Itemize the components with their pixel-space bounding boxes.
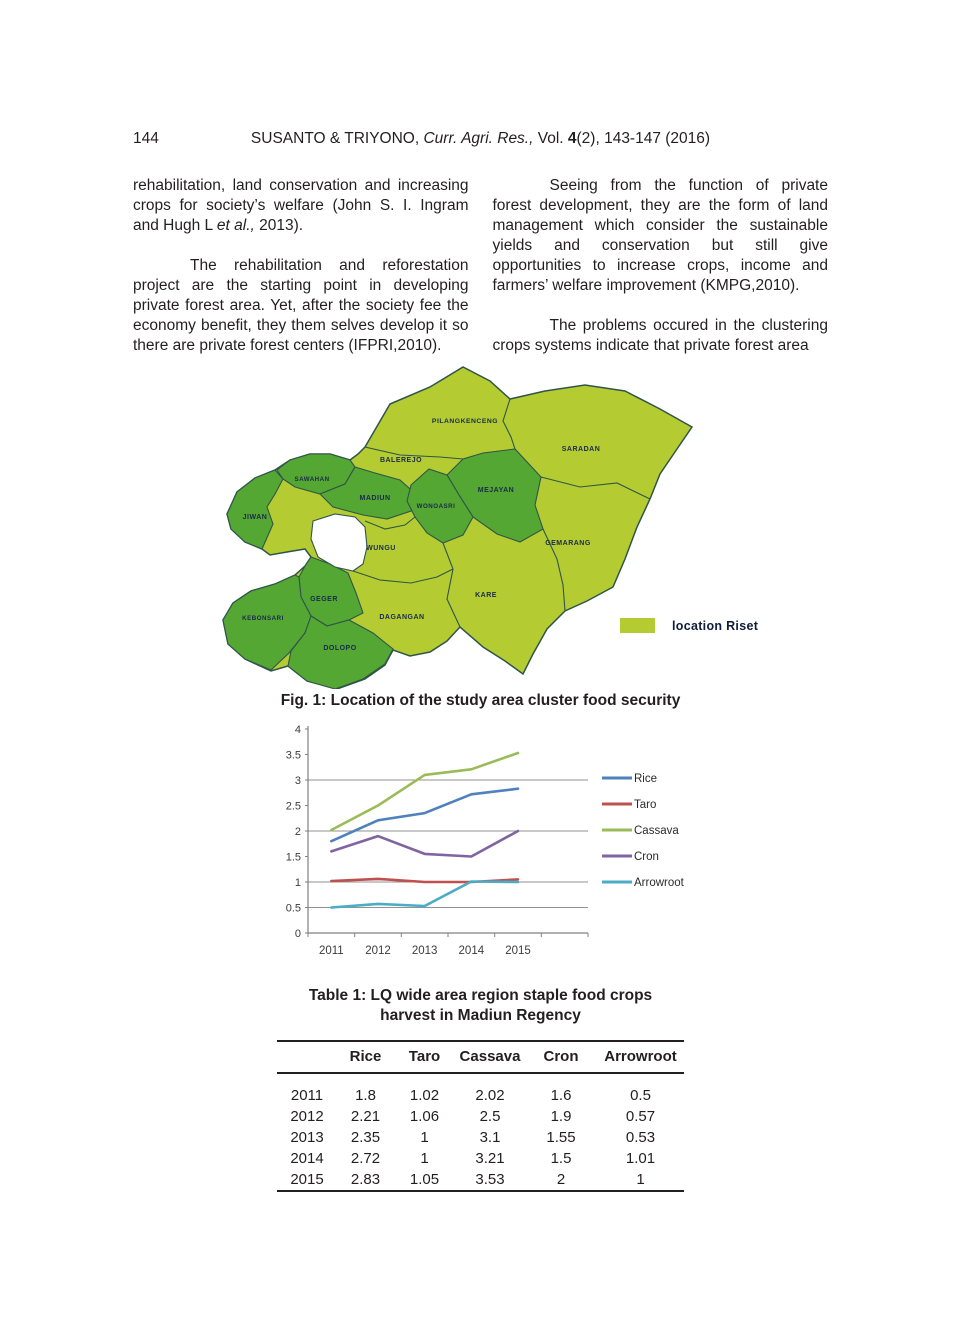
right-column [493,176,829,356]
paragraph: Seeing from the function of private forest development, they are the form of land management which consider the sustainable yields and conservation but still give opportunities to increase crops, income and farmers’ welfare improvement (KMPG,2010). [492,177,828,294]
table-cell: 1.8 [355,1087,376,1104]
legend-entry-cassava: Cassava [634,825,679,837]
district-label-balerejo: BALEREJO [379,457,423,464]
table-cell: 2.72 [350,1150,381,1167]
table-cell: 1 [420,1129,429,1146]
table-cell: 0.57 [625,1108,656,1125]
paragraph [133,176,469,236]
table-cell: 2014 [290,1150,324,1167]
column-header: Cassava [459,1048,521,1065]
y-tick-label: 2.5 [285,800,301,813]
paragraph: The problems occured in the clustering crops systems indicate that private forest area [492,317,828,354]
table-cell: 1.6 [550,1087,572,1104]
table-cell: 2.5 [479,1108,501,1125]
legend-entry-cron: Cron [634,851,659,863]
table-body [277,1073,684,1191]
district-label-gemarang: GEMARANG [545,540,591,547]
district-label-saradan: SARADAN [561,446,601,453]
y-tick-label: 0.5 [285,902,301,915]
table-cell: 2 [556,1171,566,1188]
left-column [133,176,469,356]
citation-vol-prefix: Vol. [533,130,568,147]
table-cell: 3.1 [479,1129,501,1146]
table-cell: 2012 [290,1108,324,1125]
legend-entry-taro: Taro [634,799,657,811]
table-cell: 1 [636,1171,645,1188]
citation-issue-pages: (2), 143-147 (2016) [576,130,711,147]
table-cell: 1 [420,1150,429,1167]
x-tick-label: 2015 [505,945,531,957]
district-label-kare: KARE [475,592,497,599]
column-header: Cron [543,1048,579,1065]
x-tick-label: 2011 [318,945,344,957]
table-cell: 1.05 [409,1171,440,1188]
table-cell: 2.21 [350,1108,381,1125]
table-header [277,1041,684,1073]
table-cell: 1.02 [409,1087,440,1104]
y-tick-label: 4 [294,724,301,736]
district-label-jiwan: JIWAN [242,514,268,521]
legend-entry-arrowroot: Arrowroot [634,877,684,889]
table-cell: 2011 [290,1087,324,1104]
y-tick-label: 3.5 [285,749,301,762]
district-label-kebonsari: KEBONSARI [242,615,284,622]
table-cell: 2015 [290,1171,324,1188]
page-header [133,130,828,176]
body-two-columns [133,176,828,356]
table-cell: 2.02 [475,1087,505,1104]
map-legend [620,618,758,633]
table-caption-line1: Table 1: LQ wide area region staple food crops [308,987,653,1004]
district-label-geger: GEGER [310,596,338,603]
table-cell: 3.21 [475,1150,505,1167]
table-1-caption [133,986,828,1026]
citation-journal: Curr. Agri. Res., [423,130,534,147]
table-cell: 1.01 [625,1150,656,1167]
paragraph-italic-text: et al., [216,217,255,234]
figure-1-map [133,359,828,691]
lq-line-chart [270,720,690,967]
district-label-dagangan: DAGANGAN [379,614,425,621]
figure-1-caption: Fig. 1: Location of the study area cluster food security [280,692,681,709]
y-tick-label: 3 [294,775,301,787]
series-line-cron [331,831,518,857]
citation-volume: 4 [567,130,577,147]
legend-label: location Riset [672,618,759,633]
district-label-pilangkenceng: PILANGKENCENG [431,418,499,425]
table-caption-line2: harvest in Madiun Regency [380,1007,581,1024]
legend-entry-rice: Rice [634,773,658,785]
table-row [277,1169,684,1191]
district-label-wungu: WUNGU [366,545,396,552]
legend-color-swatch [620,618,655,633]
table-cell: 3.53 [475,1171,505,1188]
paper-page [133,130,828,1192]
table-cell: 0.5 [630,1087,651,1104]
column-header: Taro [408,1048,441,1065]
column-header: Arrowroot [604,1048,677,1065]
table-header-row [277,1041,684,1073]
column-header [277,1041,337,1073]
page-number: 144 [133,130,159,147]
running-head-citation [133,130,828,148]
x-tick-label: 2012 [365,945,391,957]
table-cell: 0.53 [625,1129,656,1146]
column-header: Rice [349,1048,382,1065]
table-cell: 1.55 [546,1129,576,1146]
y-tick-label: 0 [294,928,301,940]
table-row [277,1127,684,1148]
table-cell: 1.5 [550,1150,572,1167]
district-label-sawahan: SAWAHAN [294,476,330,483]
table-cell: 2.35 [350,1129,381,1146]
paragraph-text: 2013). [254,217,304,234]
madiun-regency-map [215,359,695,689]
citation-authors: SUSANTO & TRIYONO, [250,130,424,147]
series-line-arrowroot [331,882,518,908]
x-tick-label: 2014 [458,945,485,957]
table-row [277,1148,684,1169]
district-label-madiun: MADIUN [359,495,391,502]
table-cell: 1.06 [409,1108,440,1125]
district-label-dolopo: DOLOPO [323,645,357,652]
paragraph: The rehabilitation and reforestation project are the starting point in developing private forest area. Yet, after the society fee the economy benefit, they them selves develop it so there are private forest centers (IFPRI,2010). [133,257,469,354]
district-label-wonoasri: WONOASRI [416,503,456,510]
x-tick-label: 2013 [411,945,438,957]
table-1-container [277,1040,684,1192]
district-label-mejayan: MEJAYAN [477,487,515,494]
y-tick-label: 1.5 [285,851,301,864]
table-cell: 2013 [290,1129,324,1146]
table-cell: 1.9 [550,1108,572,1125]
table-row [277,1073,684,1106]
y-tick-label: 2 [294,826,301,838]
paragraph-text: rehabilitation, land conservation and increasing crops for society’s welfare (John S. I. Ingram and Hugh L [133,177,469,234]
table-row [277,1106,684,1127]
table-cell: 2.83 [350,1171,381,1188]
lq-data-table [277,1040,684,1192]
y-tick-label: 1 [294,877,301,889]
